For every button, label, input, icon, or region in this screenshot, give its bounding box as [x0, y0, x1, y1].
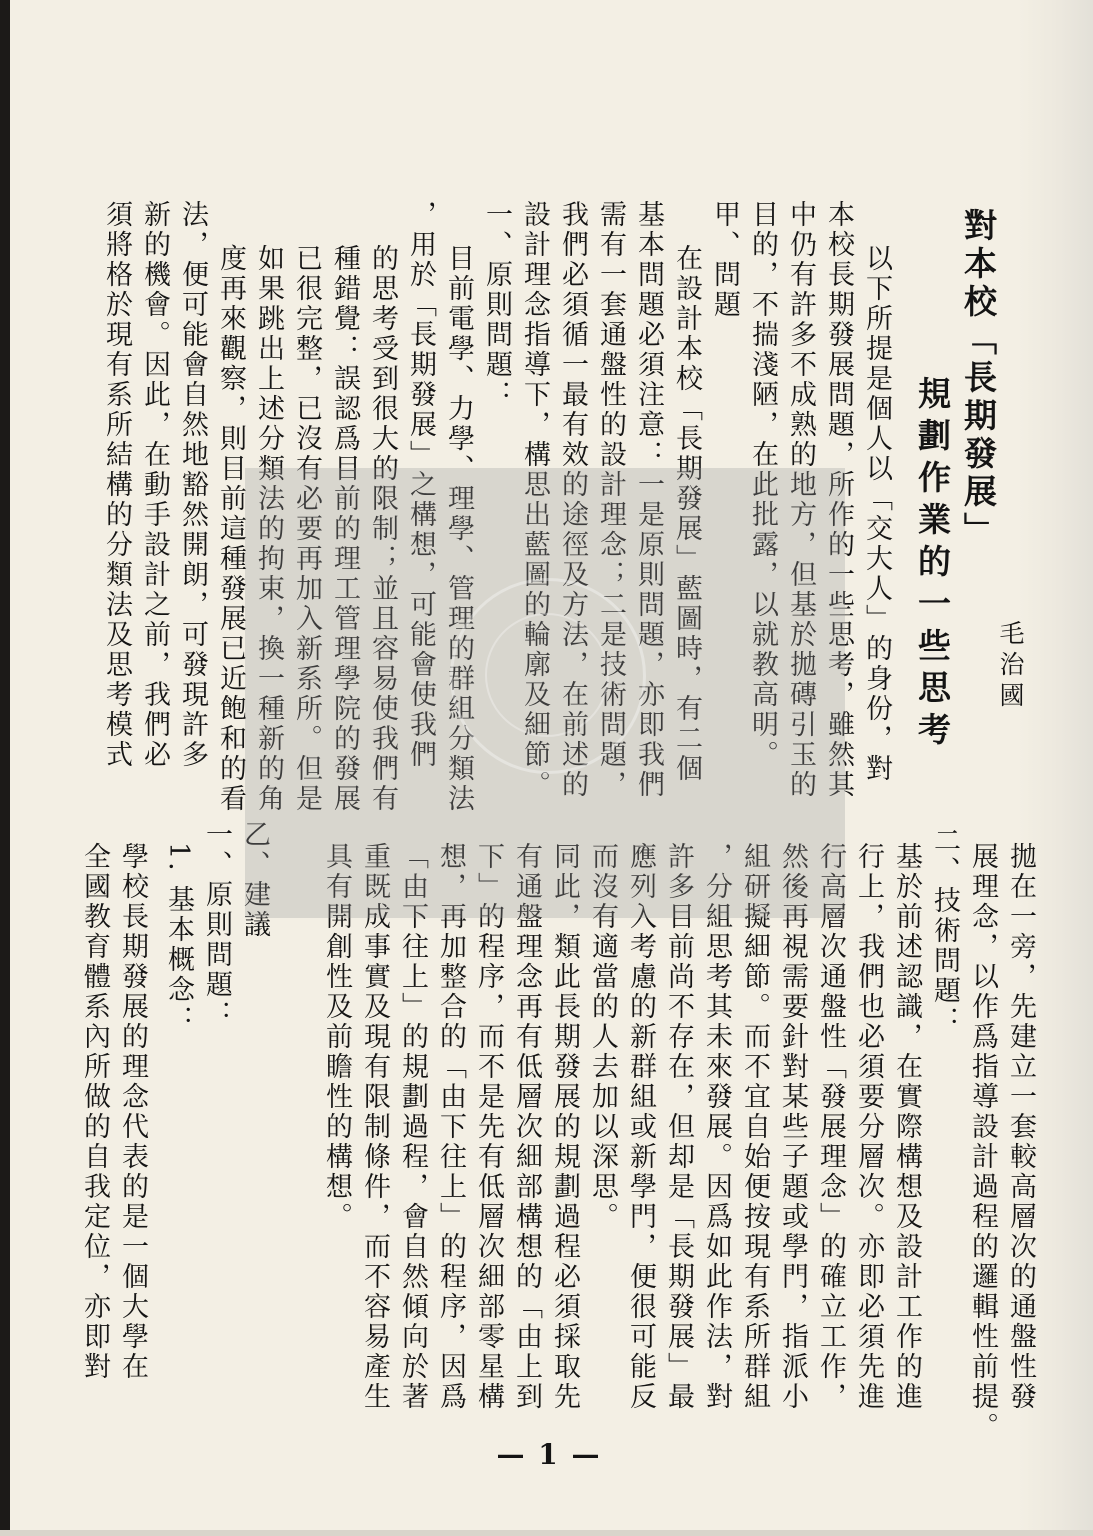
top-column-15: 種錯覺：誤認爲目前的理工管理學院的發展: [329, 244, 360, 814]
bottom-column-7: 然後再視需要針對某些子題或學門，指派小: [777, 842, 808, 1412]
top-column-3: 中仍有許多不成熟的地方，但基於拋磚引玉的: [785, 200, 816, 800]
bottom-column-18: 重既成事實及現有限制條件，而不容易產生: [359, 842, 390, 1412]
top-column-subsection-1: 一、原則問題：: [481, 200, 512, 410]
bottom-column-6: 行高層次通盤性「發展理念」的確立工作，: [815, 842, 846, 1412]
bottom-column-2: 展理念，以作爲指導設計過程的邏輯性前提。: [967, 842, 998, 1442]
title-line-2: 規劃作業的一些思考: [913, 376, 952, 754]
bottom-column-17: 「由下往上」的規劃過程，會自然傾向於著: [397, 842, 428, 1412]
top-column-18: 度再來觀察，則目前這種發展已近飽和的看: [215, 244, 246, 814]
top-column-1: 以下所提是個人以「交大人」的身份，對: [861, 244, 892, 784]
top-column-16: 已很完整，已沒有必要再加入新系所。但是: [291, 244, 322, 814]
bottom-column-1: 拋在一旁，先建立一套較高層次的通盤性發: [1005, 842, 1036, 1412]
top-column-12: 目前電學、力學、理學、管理的群組分類法: [443, 244, 474, 814]
bottom-column-13: 同此，類此長期發展的規劃過程必須採取先: [549, 842, 580, 1412]
bottom-column-16: 想，再加整合的「由下往上」的程序，因爲: [435, 842, 466, 1412]
top-column-10: 設計理念指導下，構思出藍圖的輪廓及細節。: [519, 200, 550, 800]
top-column-21: 須將格於現有系所結構的分類法及思考模式: [101, 200, 132, 770]
watermark-emblem-inner-ring: [485, 613, 609, 737]
library-watermark: [245, 468, 845, 918]
bottom-column-15: 下」的程序，而不是先有低層次細部零星構: [473, 842, 504, 1412]
bottom-column-10: 許多目前尚不存在，但却是「長期發展」最: [663, 842, 694, 1412]
title-line-1: 對本校「長期發展」: [959, 208, 998, 550]
bottom-column-8: 組研擬細節。而不宜自始便按現有系所群組: [739, 842, 770, 1412]
top-column-8: 需有一套通盤性的設計理念；二是技術問題，: [595, 200, 626, 800]
bottom-column-subsection-2: 二、技術問題：: [929, 826, 960, 1036]
top-column-4: 目的，不揣淺陋，在此批露，以就教高明。: [747, 200, 778, 770]
bottom-column-12: 而沒有適當的人去加以深思。: [587, 842, 618, 1232]
top-column-section-jia: 甲、問題: [709, 200, 740, 320]
scan-left-edge: [0, 0, 10, 1536]
bottom-column-section-yi: 乙、建議: [239, 820, 270, 940]
bottom-column-19: 具有開創性及前瞻性的構想。: [321, 842, 352, 1232]
bottom-column-9: ，分組思考其未來發展。因爲如此作法，對: [701, 842, 732, 1412]
bottom-column-subsection-1: 一、原則問題：: [201, 820, 232, 1030]
top-column-19: 法，便可能會自然地豁然開朗，可發現許多: [177, 200, 208, 770]
top-column-14: 的思考受到很大的限制；並且容易使我們有: [367, 244, 398, 814]
top-column-6: 在設計本校「長期發展」藍圖時，有二個: [671, 244, 702, 784]
top-column-7: 基本問題必須注意：一是原則問題，亦即我們: [633, 200, 664, 800]
bottom-column-14: 有通盤理念再有低層次細部構想的「由上到: [511, 842, 542, 1412]
top-column-20: 新的機會。因此，在動手設計之前，我們必: [139, 200, 170, 770]
bottom-column-5: 行上，我們也必須要分層次。亦即必須先進: [853, 842, 884, 1412]
top-column-9: 我們必須循一最有效的途徑及方法，在前述的: [557, 200, 588, 800]
page-number: — 1 —: [496, 1438, 602, 1471]
bottom-column-23: 學校長期發展的理念代表的是一個大學在: [117, 842, 148, 1382]
scan-bottom-edge: [0, 1530, 1093, 1536]
bottom-column-24: 全國教育體系內所做的自我定位，亦即對: [79, 842, 110, 1382]
bottom-column-4: 基於前述認識，在實際構想及設計工作的進: [891, 842, 922, 1412]
top-column-13: ，用於「長期發展」之構想，可能會使我們: [405, 200, 436, 770]
top-column-17: 如果跳出上述分類法的拘束，換一種新的角: [253, 244, 284, 814]
top-column-2: 本校長期發展問題，所作的一些思考，雖然其: [823, 200, 854, 800]
bottom-column-11: 應列入考慮的新群組或新學門，便很可能反: [625, 842, 656, 1412]
author-name: 毛治國: [996, 620, 1025, 713]
bottom-column-item-1: 1. 基本概念：: [163, 842, 194, 1036]
